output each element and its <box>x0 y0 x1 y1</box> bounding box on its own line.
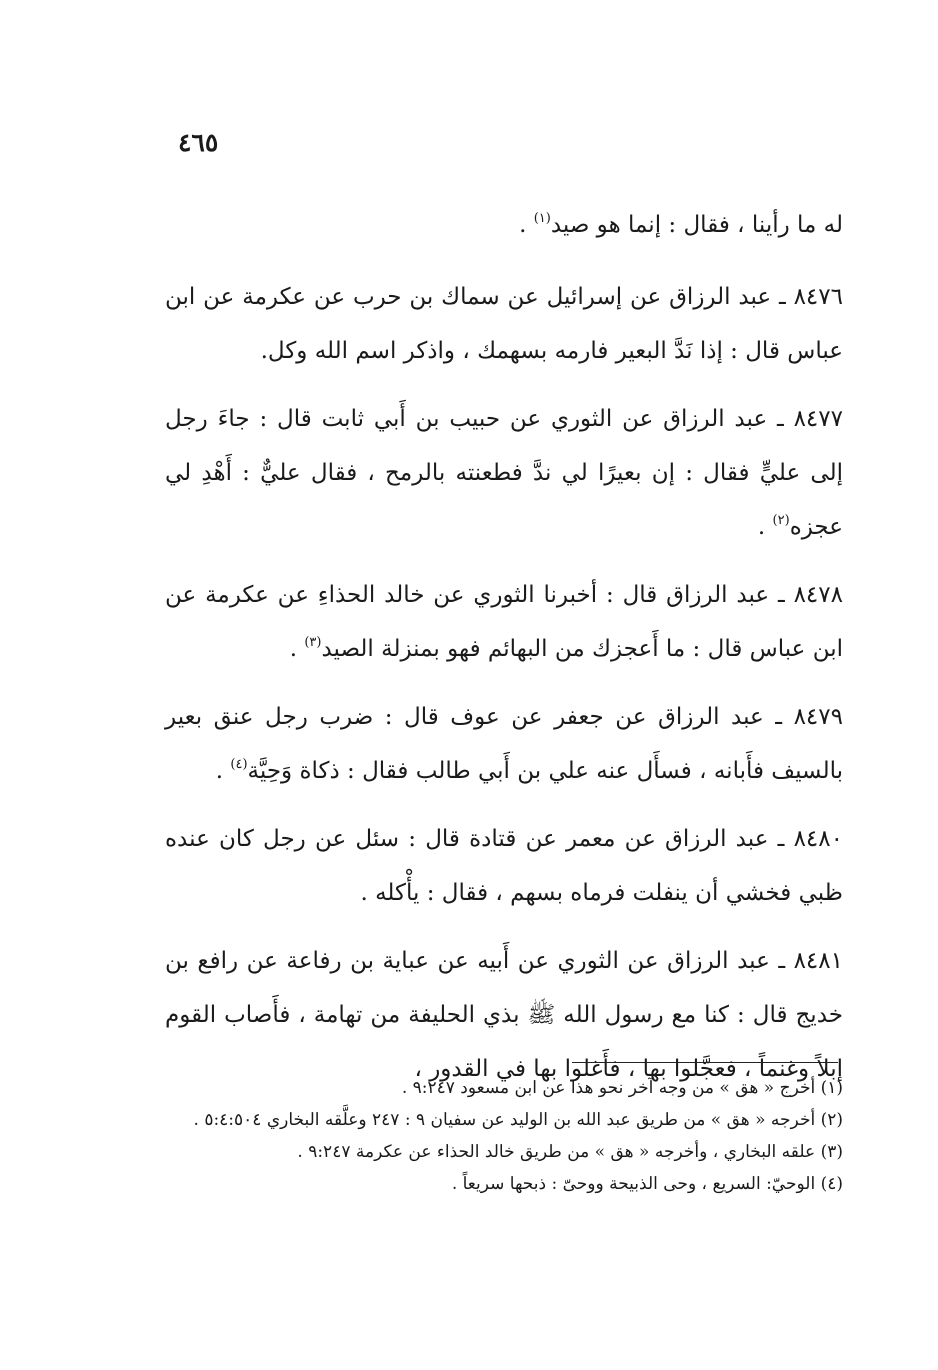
hadith-text: ٨٤٧٧ ـ عبد الرزاق عن الثوري عن حبيب بن أَبي ثابت قال : جاءَ رجل إلى عليٍّ فقال : إن بعيرًا لي ندَّ فطعنته بالرمح ، فقال عليٌّ : أَهْدِ لي عجزه <box>165 406 843 540</box>
hadith-text: ٨٤٧٨ ـ عبد الرزاق قال : أخبرنا الثوري عن خالد الحذاءِ عن عكرمة عن ابن عباس قال : ما أَعجزك من البهائم فهو بمنزلة الصيد <box>165 582 843 662</box>
paragraph-end: . <box>289 636 305 662</box>
hadith-8478 <box>165 568 843 676</box>
hadith-8479 <box>165 690 843 798</box>
footnote-4: (٤) الوحيّ: السريع ، وحى الذبيحة ووحىّ : ذبحها سريعاً . <box>451 1174 843 1194</box>
continuation-text: له ما رأينا ، فقال : إنما هو صيد <box>550 212 843 238</box>
footnote-ref: (٣) <box>304 635 322 650</box>
hadith-8480 <box>165 812 843 920</box>
paragraph-end: . <box>519 212 534 238</box>
hadith-text: ٨٤٨٠ ـ عبد الرزاق عن معمر عن قتادة قال : سئل عن رجل كان عنده ظبي فخشي أن ينفلت فرماه بسهم ، فقال : يأْكله . <box>165 826 843 906</box>
hadith-8477 <box>165 392 843 554</box>
footnote-separator <box>572 1062 838 1063</box>
continuation-paragraph <box>165 198 843 252</box>
footnote-1: (١) أخرج « هق » من وجه آخر نحو هذا عن ابن مسعود ٩:٢٤٧ . <box>401 1078 843 1098</box>
footnote-3: (٣) علقه البخاري ، وأخرجه « هق » من طريق خالد الحذاء عن عكرمة ٩:٢٤٧ . <box>297 1142 843 1162</box>
hadith-text: ٨٤٨١ ـ عبد الرزاق عن الثوري عن أَبيه عن عباية بن رفاعة عن رافع بن خديج قال : كنا مع رسول الله ﷺ بذي الحليفة من تهامة ، فأَصاب القوم إبلاً وغنماً ، فعجَّلوا بها ، فأَغلوا بها في القدور ، <box>165 948 843 1082</box>
main-text <box>165 198 843 1110</box>
hadith-text: ٨٤٧٩ ـ عبد الرزاق عن جعفر عن عوف قال : ضرب رجل عنق بعير بالسيف فأَبانه ، فسأَل عنه علي بن أَبي طالب فقال : ذكاة وَحِيَّة <box>165 704 843 784</box>
footnote-ref: (١) <box>533 211 551 226</box>
footnote-ref: (٢) <box>772 513 790 528</box>
footnote-2: (٢) أخرجه « هق » من طريق عبد الله بن الوليد عن سفيان ٩ : ٢٤٧ وعلَّقه البخاري ٥:٤:٥٠٤ . <box>193 1110 843 1130</box>
footnotes <box>165 1073 843 1201</box>
paragraph-end: . <box>215 758 231 784</box>
hadith-8476 <box>165 270 843 378</box>
paragraph-end: . <box>757 514 773 540</box>
hadith-8481 <box>165 934 843 1096</box>
footnote-ref: (٤) <box>230 757 248 772</box>
hadith-text: ٨٤٧٦ ـ عبد الرزاق عن إسرائيل عن سماك بن حرب عن عكرمة عن ابن عباس قال : إذا نَدَّ البعير فارمه بسهمك ، واذكر اسم الله وكل. <box>165 284 843 364</box>
page-number: ٤٦٥ <box>178 128 219 157</box>
